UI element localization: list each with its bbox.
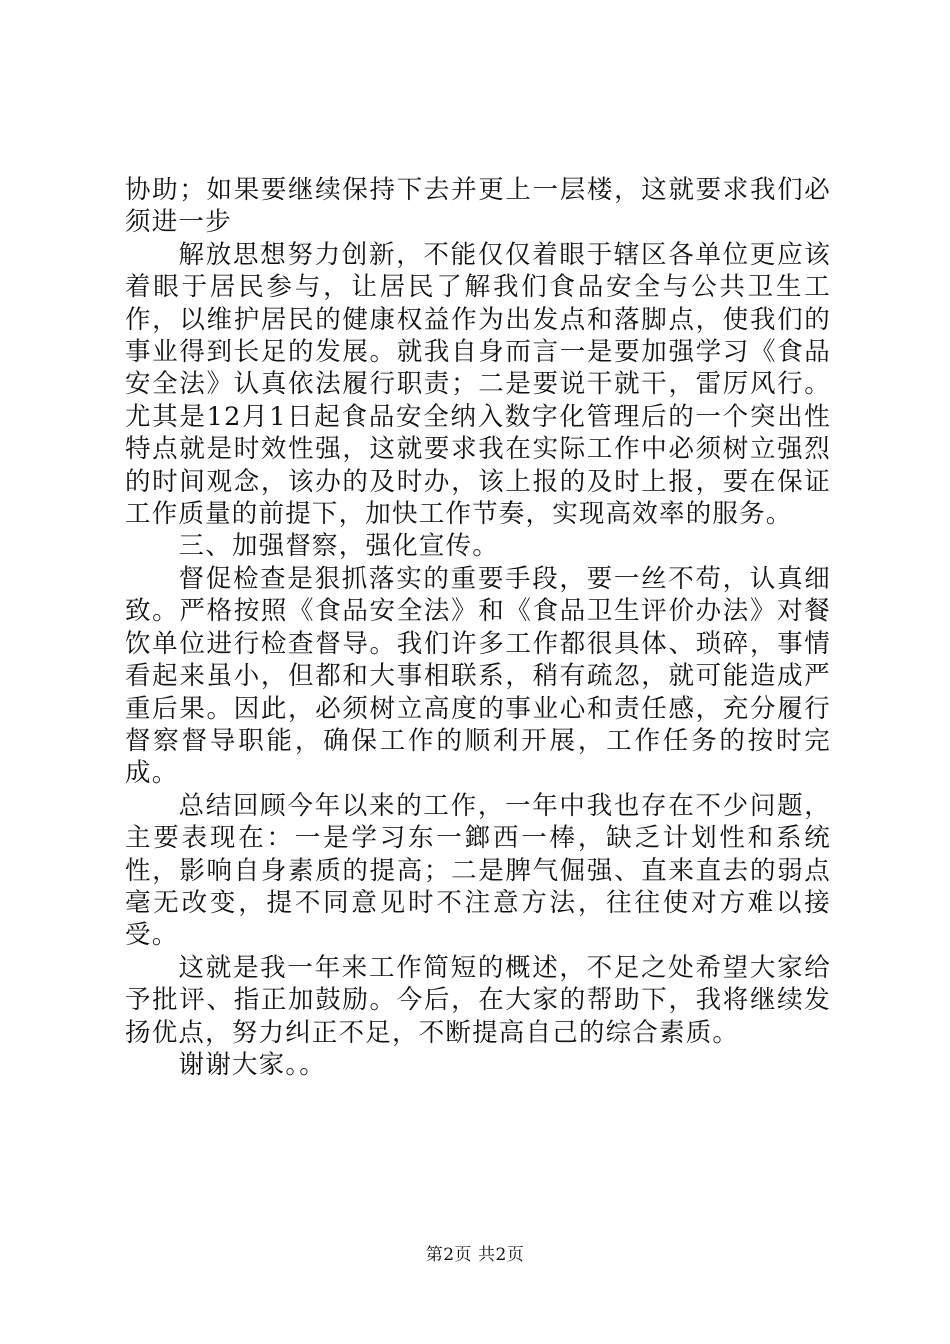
paragraph-summary: 这就是我一年来工作简短的概述，不足之处希望大家给予批评、指正加鼓励。今后，在大家的帮助下，我将继续发扬优点，努力纠正不足，不断提高自己的综合素质。 (125, 952, 831, 1048)
document-body (125, 174, 831, 1081)
paragraph-closing: 谢谢大家。。 (178, 1049, 326, 1080)
paragraph-continuation: 协助；如果要继续保持下去并更上一层楼，这就要求我们必须进一步 (125, 175, 831, 238)
page-footer: 第2页 共2页 (425, 1245, 525, 1265)
paragraph-review: 总结回顾今年以来的工作，一年中我也存在不少问题，主要表现在：一是学习东一鎯西一棒，缺乏计划性和系统性，影响自身素质的提高；二是脾气倔强、直来直去的弱点毫无改变，提不同意见时不注意方法，往往使对方难以接受。 (125, 790, 831, 951)
paragraph-innovation: 解放思想努力创新，不能仅仅着眼于辖区各单位更应该着眼于居民参与，让居民了解我们食品安全与公共卫生工作，以维护居民的健康权益作为出发点和落脚点，使我们的事业得到长足的发展。就我自身而言一是要加强学习《食品安全法》认真依法履行职责；二是要说干就干，雷厉风行。尤其是12月1日起食品安全纳入数字化管理后的一个突出性特点就是时效性强，这就要求我在实际工作中必须树立强烈的时间观念，该办的及时办，该上报的及时上报，要在保证工作质量的前提下，加快工作节奏，实现高效率的服务。 (125, 239, 831, 530)
section-heading-supervision: 三、加强督察，强化宣传。 (178, 531, 499, 562)
paragraph-supervision: 督促检查是狠抓落实的重要手段，要一丝不苟，认真细致。严格按照《食品安全法》和《食品卫生评价办法》对餐饮单位进行检查督导。我们许多工作都很具体、琐碎，事情看起来虽小，但都和大事相联系，稍有疏忽，就可能造成严重后果。因此，必须树立高度的事业心和责任感，充分履行督察督导职能，确保工作的顺利开展，工作任务的按时完成。 (125, 563, 831, 789)
